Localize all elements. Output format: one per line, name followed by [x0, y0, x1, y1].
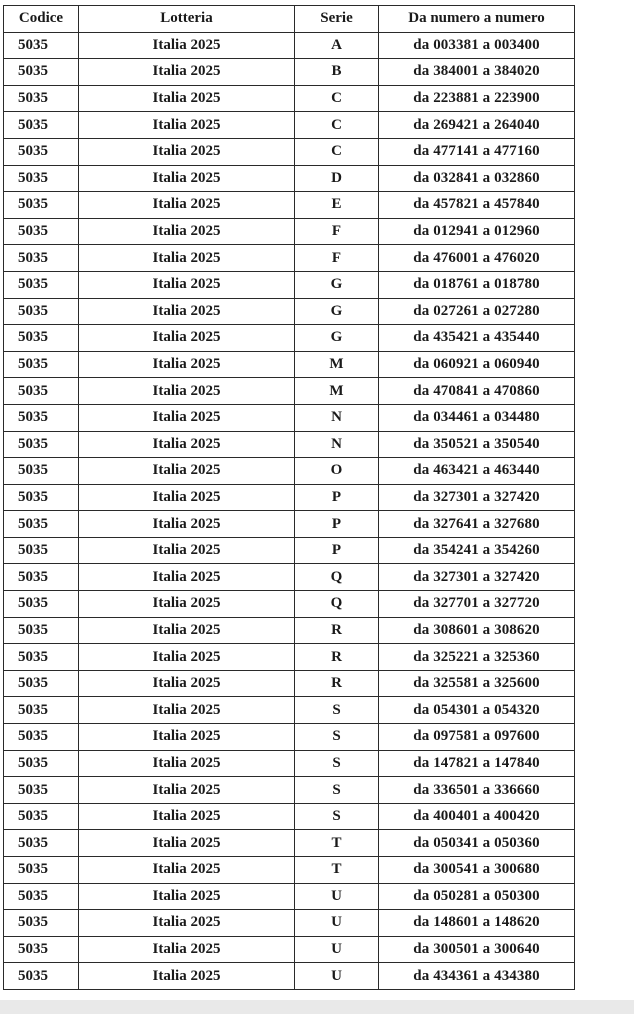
table-row	[4, 138, 575, 165]
cell-serie: B	[295, 59, 379, 86]
cell-serie: S	[295, 697, 379, 724]
table-body	[4, 32, 575, 989]
cell-lotteria: Italia 2025	[79, 591, 295, 618]
cell-lotteria: Italia 2025	[79, 325, 295, 352]
cell-serie: P	[295, 484, 379, 511]
cell-lotteria: Italia 2025	[79, 298, 295, 325]
cell-codice: 5035	[4, 537, 79, 564]
cell-codice: 5035	[4, 963, 79, 990]
table-row	[4, 404, 575, 431]
cell-serie: T	[295, 857, 379, 884]
cell-codice: 5035	[4, 404, 79, 431]
cell-lotteria: Italia 2025	[79, 830, 295, 857]
cell-lotteria: Italia 2025	[79, 32, 295, 59]
cell-lotteria: Italia 2025	[79, 963, 295, 990]
cell-lotteria: Italia 2025	[79, 404, 295, 431]
header-lotteria: Lotteria	[79, 6, 295, 33]
table-row	[4, 564, 575, 591]
cell-range: da 435421 a 435440	[379, 325, 575, 352]
cell-lotteria: Italia 2025	[79, 218, 295, 245]
cell-codice: 5035	[4, 724, 79, 751]
table-row	[4, 458, 575, 485]
table-row	[4, 591, 575, 618]
table-row	[4, 165, 575, 192]
cell-serie: U	[295, 936, 379, 963]
cell-range: da 034461 a 034480	[379, 404, 575, 431]
cell-codice: 5035	[4, 431, 79, 458]
cell-codice: 5035	[4, 591, 79, 618]
cell-range: da 054301 a 054320	[379, 697, 575, 724]
cell-codice: 5035	[4, 112, 79, 139]
cell-serie: U	[295, 963, 379, 990]
cell-codice: 5035	[4, 750, 79, 777]
table-row	[4, 511, 575, 538]
table-row	[4, 963, 575, 990]
table-row	[4, 857, 575, 884]
cell-range: da 400401 a 400420	[379, 803, 575, 830]
header-row	[4, 6, 575, 33]
cell-range: da 097581 a 097600	[379, 724, 575, 751]
cell-range: da 018761 a 018780	[379, 271, 575, 298]
lottery-winners-table	[3, 5, 575, 990]
cell-codice: 5035	[4, 138, 79, 165]
cell-serie: F	[295, 245, 379, 272]
cell-serie: R	[295, 644, 379, 671]
table-row	[4, 378, 575, 405]
cell-serie: F	[295, 218, 379, 245]
cell-serie: C	[295, 85, 379, 112]
cell-serie: R	[295, 670, 379, 697]
cell-codice: 5035	[4, 936, 79, 963]
cell-range: da 384001 a 384020	[379, 59, 575, 86]
cell-lotteria: Italia 2025	[79, 458, 295, 485]
cell-range: da 336501 a 336660	[379, 777, 575, 804]
cell-lotteria: Italia 2025	[79, 644, 295, 671]
cell-codice: 5035	[4, 271, 79, 298]
cell-serie: G	[295, 271, 379, 298]
cell-range: da 457821 a 457840	[379, 192, 575, 219]
cell-lotteria: Italia 2025	[79, 378, 295, 405]
cell-lotteria: Italia 2025	[79, 777, 295, 804]
table-row	[4, 617, 575, 644]
cell-serie: G	[295, 325, 379, 352]
cell-serie: Q	[295, 591, 379, 618]
table-row	[4, 883, 575, 910]
table-row	[4, 351, 575, 378]
cell-range: da 470841 a 470860	[379, 378, 575, 405]
cell-range: da 327701 a 327720	[379, 591, 575, 618]
cell-lotteria: Italia 2025	[79, 803, 295, 830]
cell-serie: E	[295, 192, 379, 219]
cell-serie: N	[295, 431, 379, 458]
table-row	[4, 218, 575, 245]
cell-range: da 477141 a 477160	[379, 138, 575, 165]
table-row	[4, 484, 575, 511]
cell-range: da 032841 a 032860	[379, 165, 575, 192]
cell-codice: 5035	[4, 85, 79, 112]
cell-range: da 350521 a 350540	[379, 431, 575, 458]
cell-codice: 5035	[4, 59, 79, 86]
cell-lotteria: Italia 2025	[79, 484, 295, 511]
cell-range: da 463421 a 463440	[379, 458, 575, 485]
cell-range: da 269421 a 264040	[379, 112, 575, 139]
cell-lotteria: Italia 2025	[79, 351, 295, 378]
cell-range: da 148601 a 148620	[379, 910, 575, 937]
cell-range: da 476001 a 476020	[379, 245, 575, 272]
table-row	[4, 644, 575, 671]
table-row	[4, 325, 575, 352]
cell-codice: 5035	[4, 857, 79, 884]
cell-lotteria: Italia 2025	[79, 192, 295, 219]
cell-range: da 327301 a 327420	[379, 564, 575, 591]
cell-lotteria: Italia 2025	[79, 85, 295, 112]
cell-range: da 354241 a 354260	[379, 537, 575, 564]
table-row	[4, 697, 575, 724]
cell-codice: 5035	[4, 165, 79, 192]
cell-serie: R	[295, 617, 379, 644]
cell-serie: O	[295, 458, 379, 485]
cell-codice: 5035	[4, 351, 79, 378]
cell-lotteria: Italia 2025	[79, 670, 295, 697]
cell-range: da 050341 a 050360	[379, 830, 575, 857]
cell-serie: C	[295, 112, 379, 139]
cell-codice: 5035	[4, 777, 79, 804]
cell-serie: S	[295, 724, 379, 751]
cell-range: da 027261 a 027280	[379, 298, 575, 325]
cell-codice: 5035	[4, 883, 79, 910]
table-row	[4, 936, 575, 963]
cell-lotteria: Italia 2025	[79, 750, 295, 777]
cell-serie: S	[295, 803, 379, 830]
cell-lotteria: Italia 2025	[79, 564, 295, 591]
cell-lotteria: Italia 2025	[79, 617, 295, 644]
cell-codice: 5035	[4, 564, 79, 591]
table-row	[4, 32, 575, 59]
cell-codice: 5035	[4, 325, 79, 352]
cell-codice: 5035	[4, 218, 79, 245]
cell-lotteria: Italia 2025	[79, 537, 295, 564]
cell-serie: S	[295, 777, 379, 804]
table-row	[4, 830, 575, 857]
cell-range: da 060921 a 060940	[379, 351, 575, 378]
cell-codice: 5035	[4, 644, 79, 671]
cell-codice: 5035	[4, 670, 79, 697]
cell-lotteria: Italia 2025	[79, 910, 295, 937]
cell-serie: Q	[295, 564, 379, 591]
cell-lotteria: Italia 2025	[79, 245, 295, 272]
table-row	[4, 271, 575, 298]
cell-lotteria: Italia 2025	[79, 112, 295, 139]
cell-codice: 5035	[4, 458, 79, 485]
cell-range: da 012941 a 012960	[379, 218, 575, 245]
cell-serie: N	[295, 404, 379, 431]
cell-range: da 003381 a 003400	[379, 32, 575, 59]
cell-codice: 5035	[4, 484, 79, 511]
cell-range: da 147821 a 147840	[379, 750, 575, 777]
cell-codice: 5035	[4, 697, 79, 724]
table-row	[4, 803, 575, 830]
table-row	[4, 724, 575, 751]
cell-serie: P	[295, 537, 379, 564]
cell-lotteria: Italia 2025	[79, 883, 295, 910]
table-row	[4, 192, 575, 219]
cell-range: da 308601 a 308620	[379, 617, 575, 644]
cell-serie: D	[295, 165, 379, 192]
table-row	[4, 245, 575, 272]
cell-range: da 300541 a 300680	[379, 857, 575, 884]
table-header	[4, 6, 575, 33]
cell-serie: U	[295, 883, 379, 910]
cell-serie: C	[295, 138, 379, 165]
cell-codice: 5035	[4, 245, 79, 272]
header-range: Da numero a numero	[379, 6, 575, 33]
cell-lotteria: Italia 2025	[79, 511, 295, 538]
table-row	[4, 537, 575, 564]
cell-lotteria: Italia 2025	[79, 724, 295, 751]
cell-codice: 5035	[4, 511, 79, 538]
cell-lotteria: Italia 2025	[79, 936, 295, 963]
cell-range: da 325581 a 325600	[379, 670, 575, 697]
cell-codice: 5035	[4, 617, 79, 644]
cell-lotteria: Italia 2025	[79, 165, 295, 192]
table-row	[4, 777, 575, 804]
page-bottom-edge	[0, 1000, 634, 1014]
cell-lotteria: Italia 2025	[79, 59, 295, 86]
cell-codice: 5035	[4, 803, 79, 830]
table-row	[4, 112, 575, 139]
cell-serie: T	[295, 830, 379, 857]
cell-range: da 300501 a 300640	[379, 936, 575, 963]
header-serie: Serie	[295, 6, 379, 33]
table-row	[4, 431, 575, 458]
cell-lotteria: Italia 2025	[79, 138, 295, 165]
cell-codice: 5035	[4, 298, 79, 325]
cell-codice: 5035	[4, 192, 79, 219]
cell-lotteria: Italia 2025	[79, 857, 295, 884]
cell-serie: A	[295, 32, 379, 59]
table-row	[4, 85, 575, 112]
cell-serie: M	[295, 351, 379, 378]
cell-serie: S	[295, 750, 379, 777]
cell-serie: G	[295, 298, 379, 325]
table-row	[4, 298, 575, 325]
table-row	[4, 59, 575, 86]
cell-serie: M	[295, 378, 379, 405]
cell-range: da 325221 a 325360	[379, 644, 575, 671]
cell-serie: P	[295, 511, 379, 538]
cell-range: da 327301 a 327420	[379, 484, 575, 511]
cell-lotteria: Italia 2025	[79, 697, 295, 724]
table-row	[4, 750, 575, 777]
table-row	[4, 910, 575, 937]
table-row	[4, 670, 575, 697]
cell-serie: U	[295, 910, 379, 937]
cell-lotteria: Italia 2025	[79, 431, 295, 458]
cell-codice: 5035	[4, 910, 79, 937]
header-codice: Codice	[4, 6, 79, 33]
cell-codice: 5035	[4, 830, 79, 857]
cell-codice: 5035	[4, 32, 79, 59]
cell-range: da 327641 a 327680	[379, 511, 575, 538]
cell-lotteria: Italia 2025	[79, 271, 295, 298]
cell-range: da 434361 a 434380	[379, 963, 575, 990]
cell-range: da 050281 a 050300	[379, 883, 575, 910]
cell-codice: 5035	[4, 378, 79, 405]
cell-range: da 223881 a 223900	[379, 85, 575, 112]
